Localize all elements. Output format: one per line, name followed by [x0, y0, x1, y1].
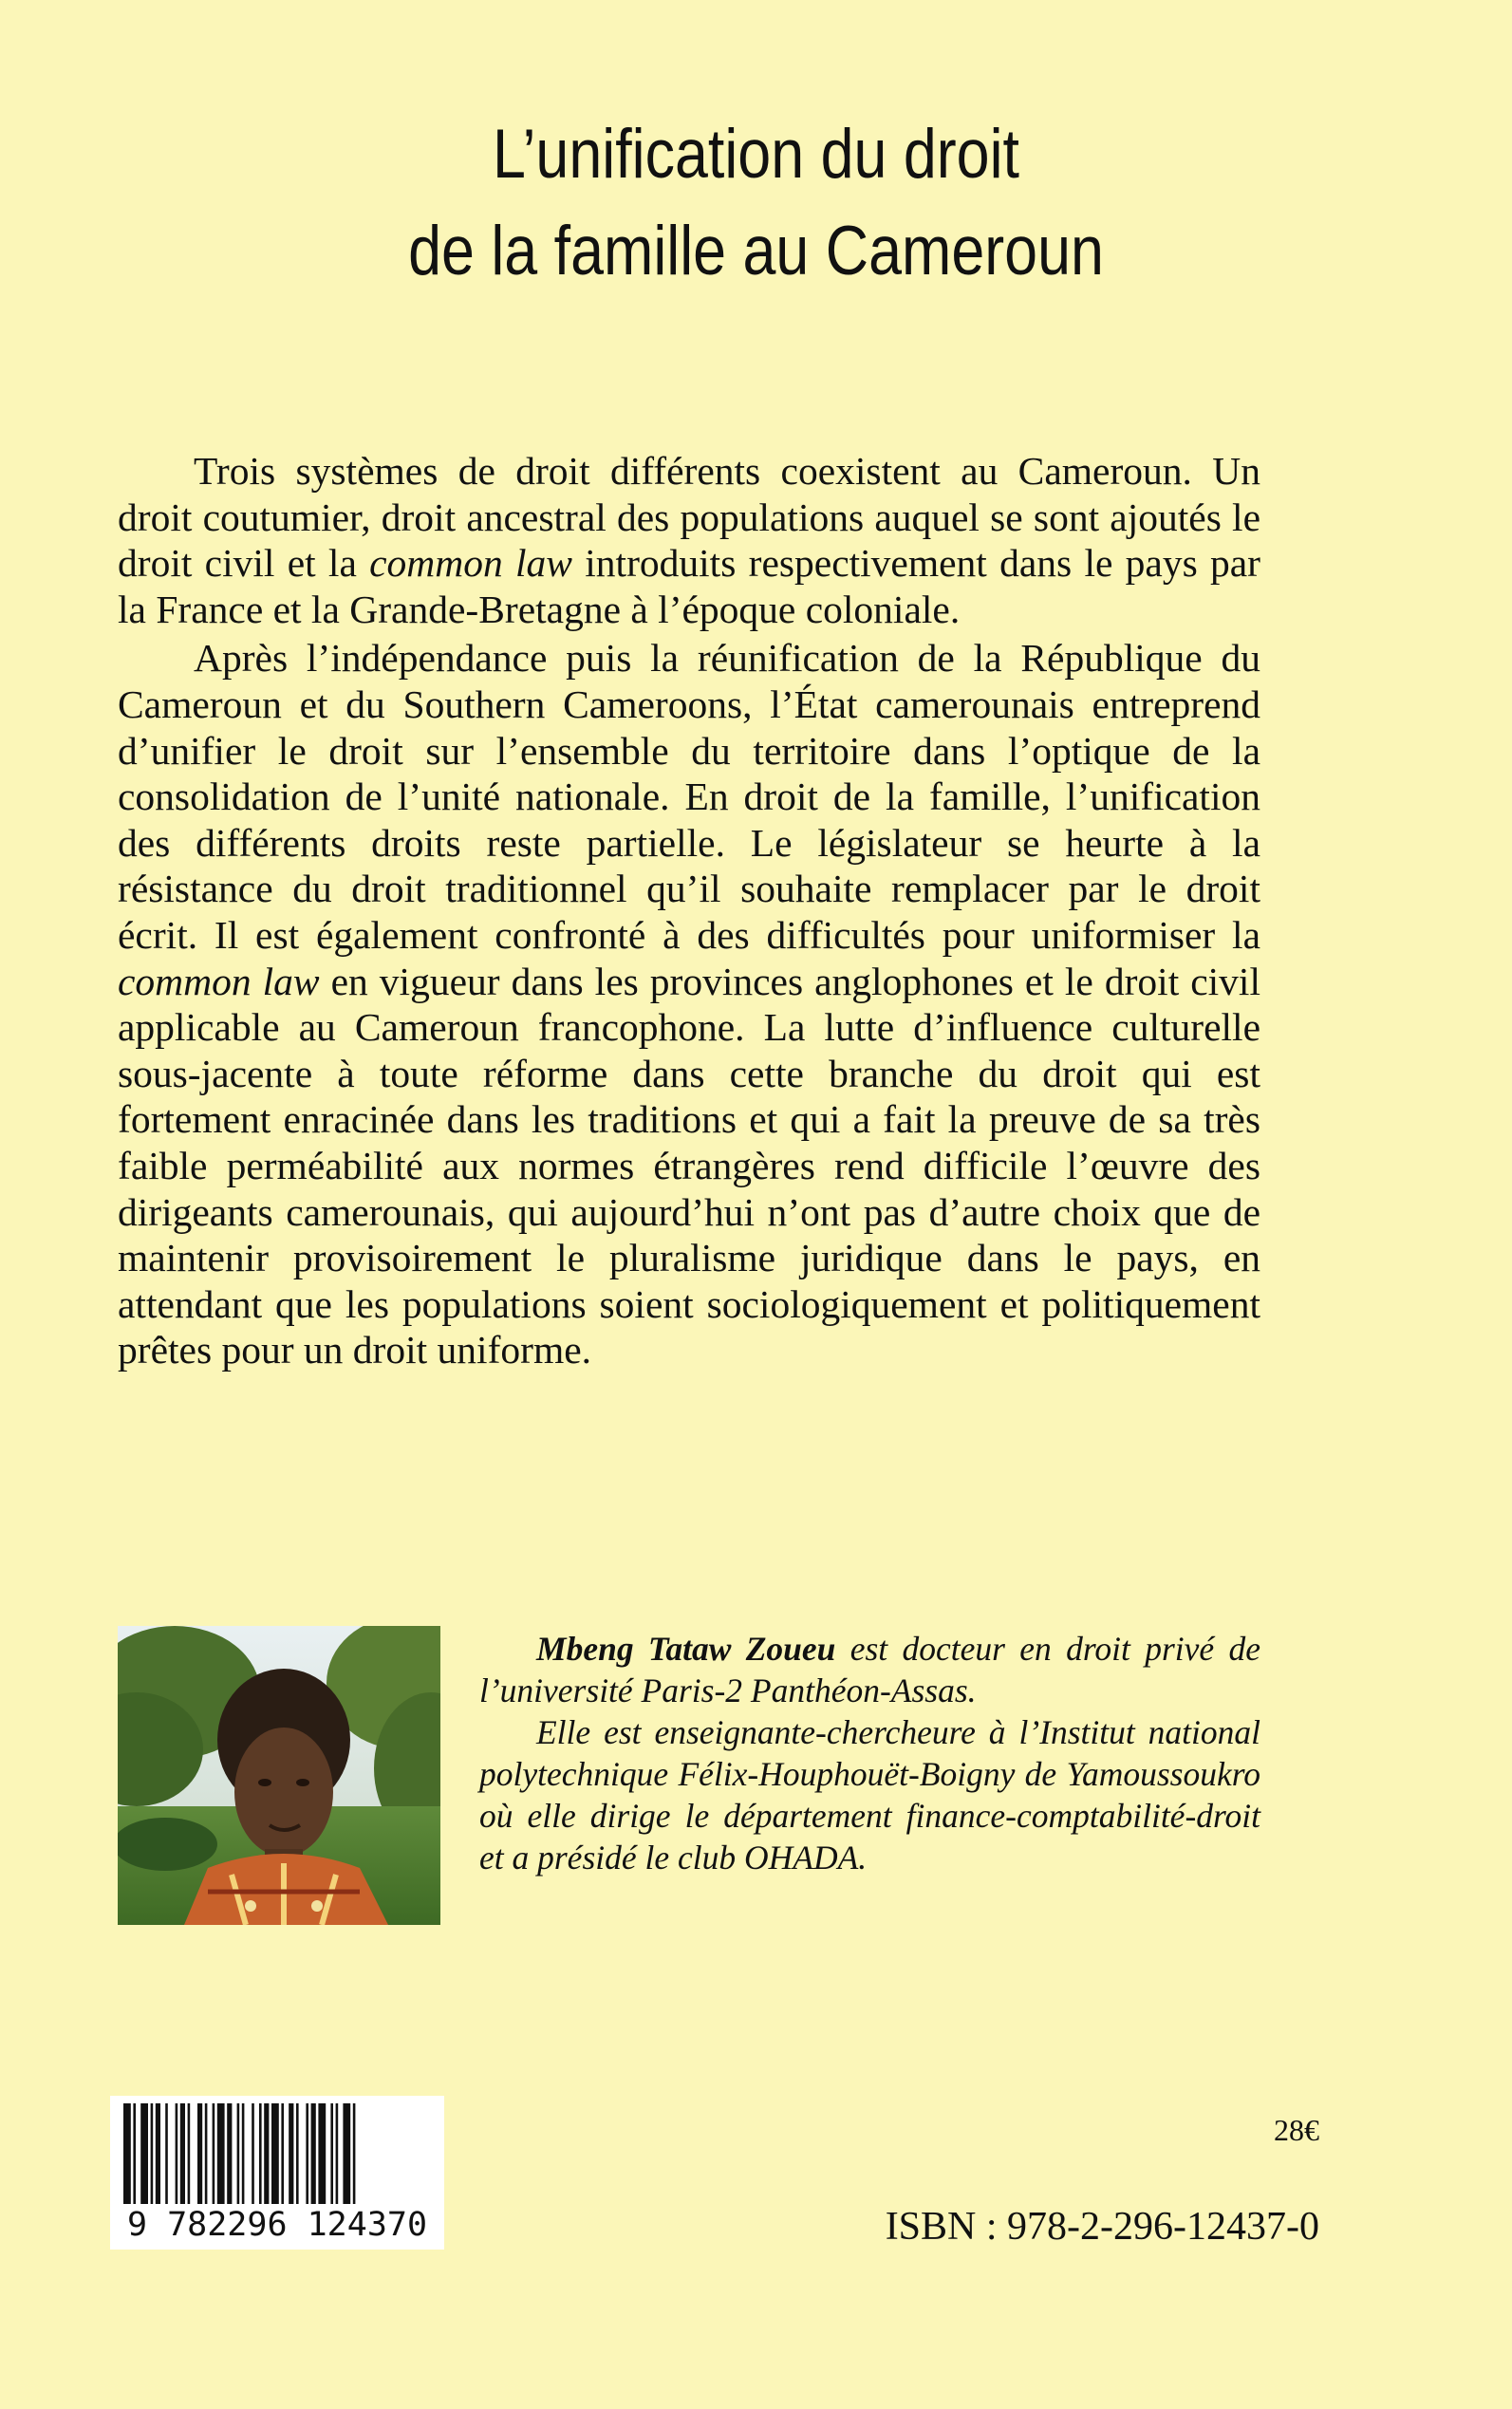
author-bio: [479, 1628, 1260, 1878]
author-bio-paragraph-2: Elle est enseignante-chercheure à l’Institut national polytechnique Félix-Houphouët-Boigny de Yamoussoukro où elle dirige le département finance-comptabilité-droit et a présidé le club OHADA.: [479, 1713, 1260, 1877]
price: 28€: [1274, 2113, 1319, 2147]
book-title: [106, 106, 1407, 300]
barcode-bar: [133, 2103, 136, 2204]
isbn: ISBN : 978-2-296-12437-0: [885, 2205, 1319, 2249]
barcode-bar: [123, 2103, 131, 2204]
barcode-bar: [252, 2103, 254, 2204]
barcode-bar: [151, 2103, 154, 2204]
barcode-bar: [205, 2103, 208, 2204]
author-portrait-image: [118, 1626, 440, 1925]
barcode-bar: [213, 2103, 215, 2204]
title-line-1: L’unification du droit: [493, 116, 1019, 193]
barcode-bar: [296, 2103, 299, 2204]
barcode-bar: [197, 2103, 202, 2204]
barcode-bar: [289, 2103, 293, 2204]
author-photo: [118, 1626, 440, 1925]
barcode-digits: 9 782296 124370: [126, 2206, 428, 2244]
barcode-bar: [176, 2103, 178, 2204]
barcode-bar: [353, 2103, 356, 2204]
barcode-bar: [156, 2103, 160, 2204]
barcode-bar: [271, 2103, 279, 2204]
barcode-bar: [330, 2103, 333, 2204]
emphasis-common-law: common law: [369, 541, 572, 586]
barcode-bar: [188, 2103, 191, 2204]
back-cover-blurb: [118, 448, 1260, 1373]
barcode-bar: [180, 2103, 185, 2204]
emphasis-common-law: common law: [118, 959, 320, 1003]
barcode: [110, 2096, 444, 2250]
blurb-paragraph-1: Trois systèmes de droit différents coexistent au Cameroun. Un droit coutumier, droit ancestral des populations auquel se sont ajoutés le droit civil et la common law introduits respectivement dans le pays par la France et la Grande-Bretagne à l’époque coloniale.: [118, 449, 1261, 631]
barcode-bar: [311, 2103, 316, 2204]
barcode-bar: [217, 2103, 225, 2204]
author-bio-paragraph-1: Mbeng Tataw Zoueu est docteur en droit privé de l’université Paris-2 Panthéon-Assas.: [479, 1630, 1260, 1709]
barcode-bar: [264, 2103, 269, 2204]
barcode-bar: [336, 2103, 339, 2204]
barcode-bar: [140, 2103, 148, 2204]
barcode-bar: [242, 2103, 245, 2204]
barcode-bar: [259, 2103, 262, 2204]
barcode-bar: [318, 2103, 326, 2204]
barcode-bar: [165, 2103, 168, 2204]
barcode-bar: [343, 2103, 350, 2204]
author-name: Mbeng Tataw Zoueu: [536, 1630, 836, 1668]
title-line-2: de la famille au Cameroun: [408, 213, 1104, 289]
barcode-bar: [227, 2103, 232, 2204]
barcode-bar: [237, 2103, 240, 2204]
barcode-bar: [306, 2103, 308, 2204]
barcode-bar: [281, 2103, 284, 2204]
barcode-bars: [110, 2096, 444, 2210]
blurb-paragraph-2: Après l’indépendance puis la réunification de la République du Cameroun et du Southern Cameroons, l’État camerounais entreprend d’unifier le droit sur l’ensemble du territoire dans l’optique de la consolidation de l’unité nationale. En droit de la famille, l’unification des différents droits reste partielle. Le législateur se heurte à la résistance du droit traditionnel qu’il souhaite remplacer par le droit écrit. Il est également confronté à des difficultés pour uniformiser la common law en vigueur dans les provinces anglophones et le droit civil applicable au Cameroun francophone. La lutte d’influence culturelle sous-jacente à toute réforme dans cette branche du droit qui est fortement enracinée dans les traditions et qui a fait la preuve de sa très faible perméabilité aux normes étrangères rend difficile l’œuvre des dirigeants camerounais, qui aujourd’hui n’ont pas d’autre choix que de maintenir provisoirement le pluralisme juridique dans le pays, en attendant que les populations soient sociologiquement et politiquement prêtes pour un droit uniforme.: [118, 636, 1260, 1373]
